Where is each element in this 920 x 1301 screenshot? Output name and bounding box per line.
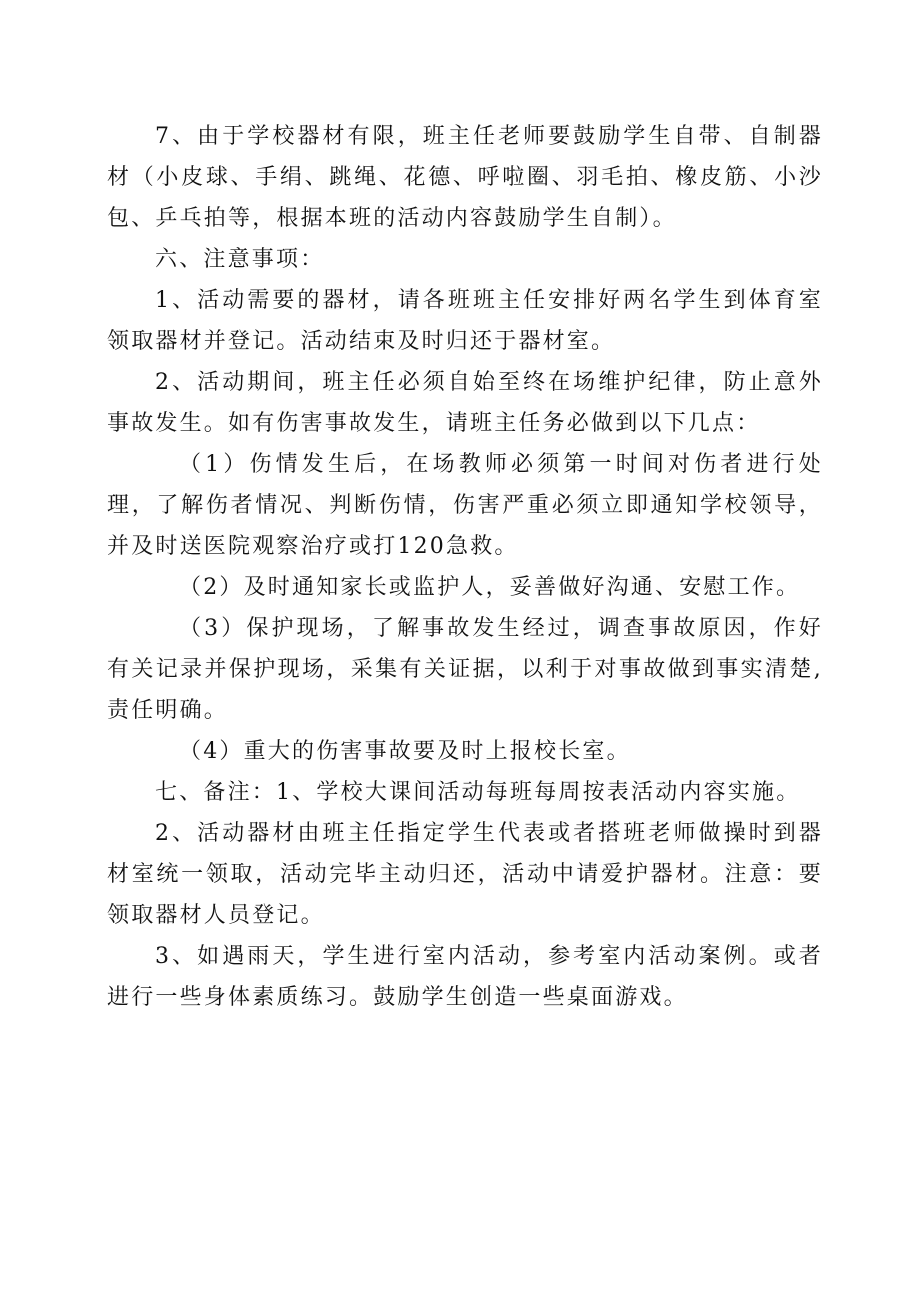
paragraph-remark-3: 3、如遇雨天，学生进行室内活动，参考室内活动案例。或者进行一些身体素质练习。鼓励学生创造一些桌面游戏。 xyxy=(107,944,823,1010)
paragraph-precaution-2: 2、活动期间，班主任必须自始至终在场维护纪律，防止意外事故发生。如有伤害事故发生，请班主任务必做到以下几点： xyxy=(107,370,823,436)
paragraph-injury-step-3: （3）保护现场，了解事故发生经过，调查事故原因，作好有关记录并保护现场，采集有关证据，以利于对事故做到事实清楚,责任明确。 xyxy=(107,616,823,723)
paragraph-injury-step-4: （4）重大的伤害事故要及时上报校长室。 xyxy=(179,739,631,764)
document-body xyxy=(107,116,823,1018)
paragraph-injury-step-1: （1）伤情发生后，在场教师必须第一时间对伤者进行处理，了解伤者情况、判断伤情，伤害严重必须立即通知学校领导，并及时送医院观察治疗或打120急救。 xyxy=(107,452,823,559)
section-heading-precautions: 六、注意事项： xyxy=(155,247,325,272)
paragraph-precaution-1: 1、活动需要的器材，请各班班主任安排好两名学生到体育室领取器材并登记。活动结束及时归还于器材室。 xyxy=(107,288,823,354)
paragraph-remark-2: 2、活动器材由班主任指定学生代表或者搭班老师做操时到器材室统一领取，活动完毕主动归还，活动中请爱护器材。注意：要领取器材人员登记。 xyxy=(107,821,823,928)
section-heading-remarks: 七、备注：1、学校大课间活动每班每周按表活动内容实施。 xyxy=(155,780,801,805)
paragraph-injury-step-2: （2）及时通知家长或监护人，妥善做好沟通、安慰工作。 xyxy=(179,575,801,600)
paragraph-equipment-note: 7、由于学校器材有限，班主任老师要鼓励学生自带、自制器材（小皮球、手绢、跳绳、花德、呼啦圈、羽毛拍、橡皮筋、小沙包、乒乓拍等，根据本班的活动内容鼓励学生自制）。 xyxy=(107,124,823,231)
